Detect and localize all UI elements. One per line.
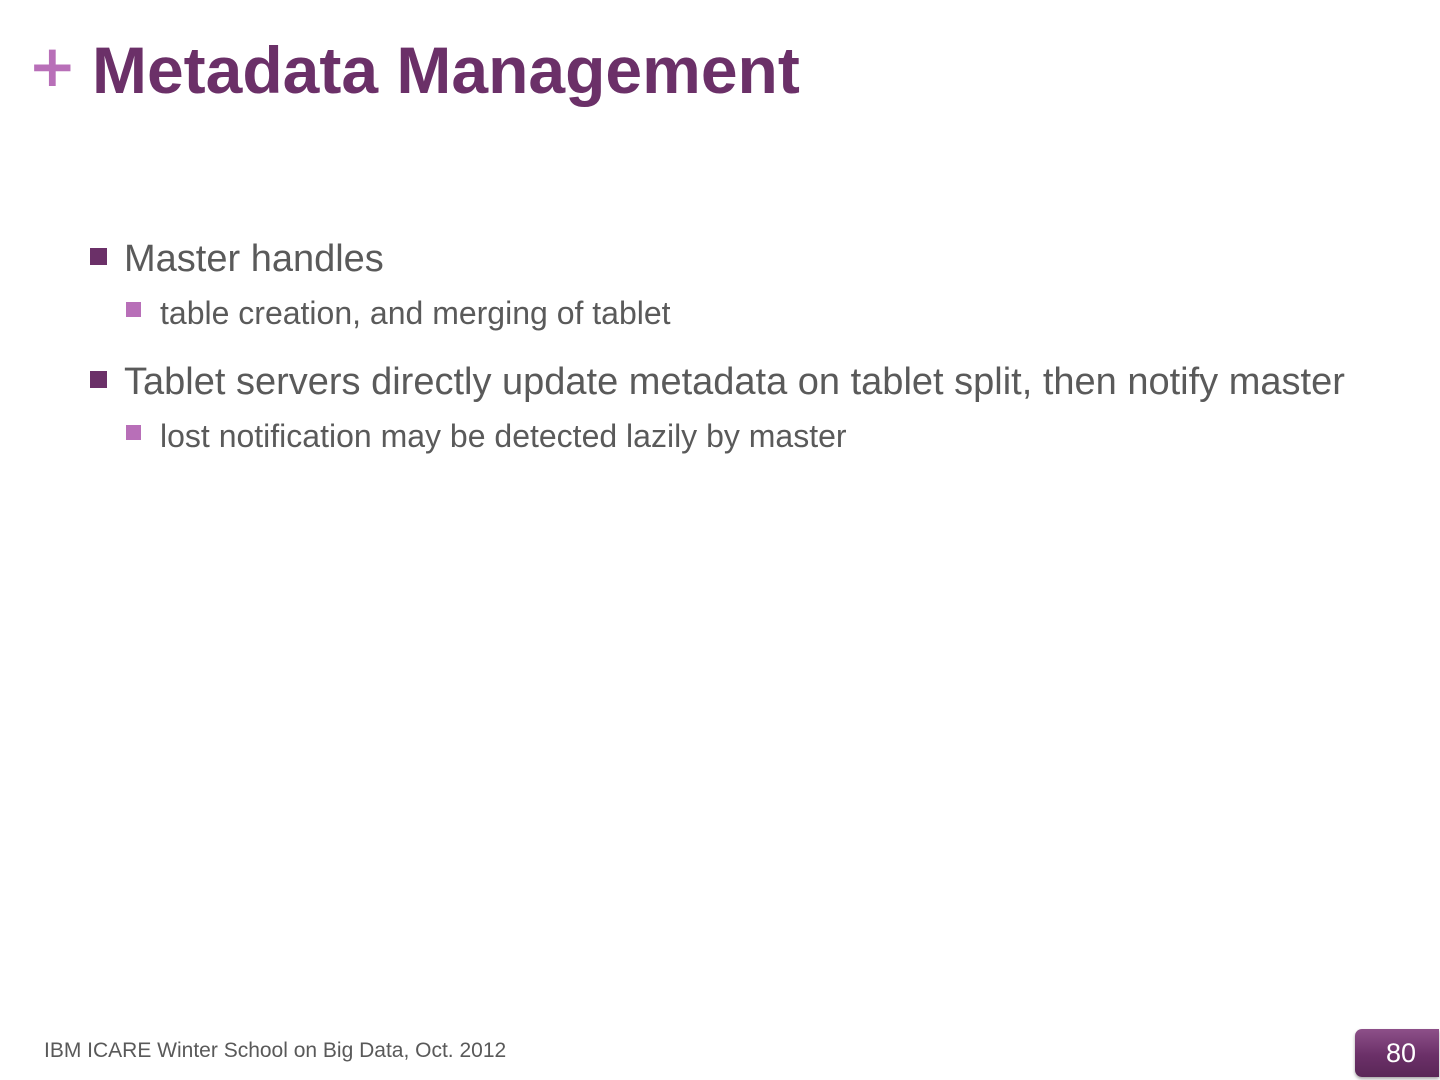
bullet-list (90, 236, 1350, 456)
page-number-badge: 80 (1355, 1029, 1439, 1077)
sub-bullet-square-icon (126, 302, 141, 317)
sub-bullet-text: table creation, and merging of tablet (160, 295, 671, 331)
sub-bullet-square-icon (126, 425, 141, 440)
bullet-item (90, 236, 1350, 283)
sub-bullet-item (126, 416, 1350, 456)
bullet-text: Master handles (124, 238, 384, 280)
bullet-item (90, 359, 1350, 406)
bullet-text: Tablet servers directly update metadata on tablet split, then notify master (124, 361, 1345, 403)
bullet-square-icon (90, 248, 107, 265)
sub-bullet-text: lost notification may be detected lazily by master (160, 418, 847, 454)
bullet-square-icon (90, 371, 107, 388)
title-plus-mark: + (28, 32, 77, 100)
slide-title: Metadata Management (92, 33, 800, 107)
sub-bullet-item (126, 293, 1350, 333)
footer-text: IBM ICARE Winter School on Big Data, Oct. 2012 (44, 1039, 507, 1062)
